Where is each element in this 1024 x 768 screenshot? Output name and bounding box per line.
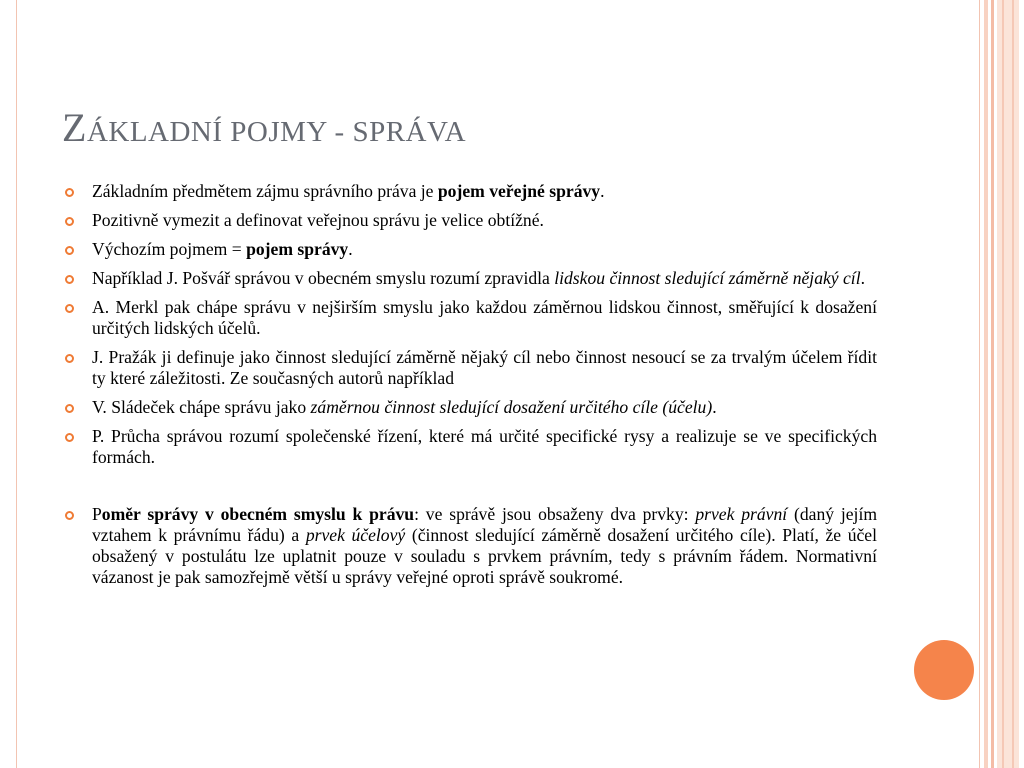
decor-stripe (997, 0, 1019, 768)
bullet-text: Základním předmětem zájmu správního práva je (92, 181, 438, 201)
bullet-italic: lidskou činnost sledující záměrně nějaký cíl (554, 268, 861, 288)
bullet-text: . (860, 268, 865, 288)
bullet-text: P. Průcha správou rozumí společenské řízení, které má určité specifické rysy a realizuje se ve specifických formách. (92, 426, 877, 467)
bullet-item (92, 239, 877, 260)
bullet-text: Například J. Pošvář správou v obecném smyslu rozumí zpravidla (92, 268, 555, 288)
decor-stripe (1002, 0, 1004, 768)
bullet-bold: pojem správy (246, 239, 349, 259)
bullet-text: . (712, 397, 717, 417)
bullet-italic: záměrnou činnost sledující dosažení určitého cíle (účelu) (310, 397, 713, 417)
bullet-text: Výchozím pojmem = (92, 239, 247, 259)
decor-stripe (1012, 0, 1014, 768)
bullet-bold: oměr správy v obecném smyslu k právu (101, 504, 415, 524)
bullet-text: (činnost sledující záměrně dosažení určitého cíle). Platí, že účel obsažený v postulátu lze uplatnit pouze v souladu s prvkem právním, tedy s právním řádem. Normativní vázanost je pak samozřejmě větší u správy veřejné oproti správě soukromé. (92, 525, 878, 587)
bullet-list (92, 181, 877, 596)
bullet-italic: prvek právní (695, 504, 788, 524)
bullet-text: . (600, 181, 605, 201)
bullet-item (92, 347, 877, 389)
bullet-item (92, 297, 877, 339)
bullet-item (92, 181, 877, 202)
title-initial: Z (62, 105, 87, 150)
bullet-text: : ve správě jsou obsaženy dva prvky: (414, 504, 696, 524)
bullet-text: Pozitivně vymezit a definovat veřejnou správu je velice obtížné. (92, 210, 544, 230)
bullet-text: (daný jejím vztahem k právnímu řádu) a (92, 504, 878, 545)
decor-stripe (984, 0, 988, 768)
bullet-text: V. Sládeček chápe správu jako (92, 397, 311, 417)
bullet-italic: prvek účelový (305, 525, 406, 545)
decor-circle (914, 640, 974, 700)
bullet-bold: pojem veřejné správy (437, 181, 601, 201)
title-text: ÁKLADNÍ POJMY - SPRÁVA (86, 116, 467, 148)
bullet-item (92, 268, 877, 289)
bullet-text: A. Merkl pak chápe správu v nejširším smyslu jako každou záměrnou lidskou činnost, směřující k dosažení určitých lidských účelů. (92, 297, 877, 338)
slide-title (62, 104, 922, 151)
bullet-item (92, 426, 877, 468)
bullet-text: . (348, 239, 353, 259)
bullet-text: J. Pražák ji definuje jako činnost sledující záměrně nějaký cíl nebo činnost nesoucí se za trvalým účelem řídit ty které záležitosti. Ze současných autorů například (92, 347, 877, 388)
bullet-item (92, 504, 877, 588)
bullet-item (92, 210, 877, 231)
bullet-item (92, 397, 877, 418)
decor-stripe (991, 0, 994, 768)
bullet-text: P (92, 504, 102, 524)
